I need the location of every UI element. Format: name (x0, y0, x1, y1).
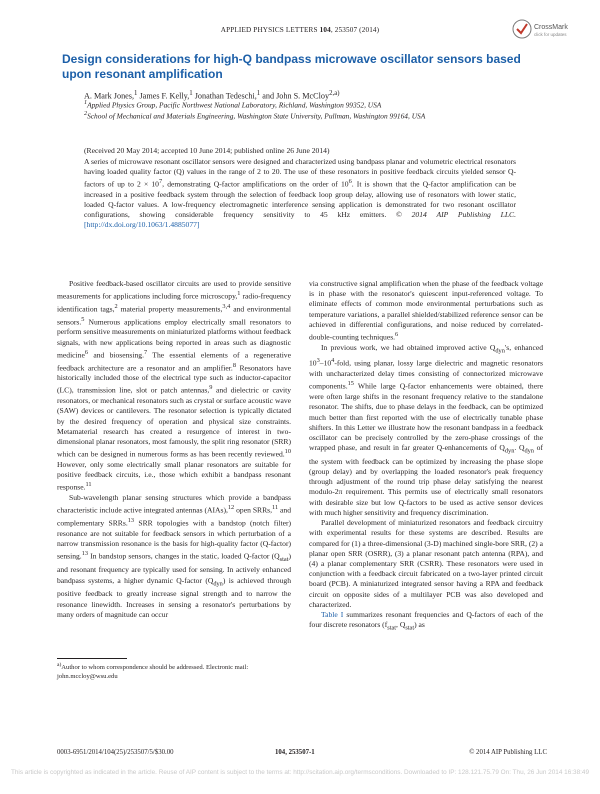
doi-link[interactable]: [http://dx.doi.org/10.1063/1.4885077] (84, 220, 200, 230)
article-title: Design considerations for high-Q bandpass microwave oscillator sensors based upon resonant amplification (62, 52, 521, 81)
download-watermark: This article is copyrighted as indicated in the article. Reuse of AIP content is subject to the terms at: http://scitation.aip.org/termsconditions. Downloaded to IP: 128.121.75.79 On: Thu, 26 Jun 2014 16:38:49 (10, 769, 590, 776)
email-link[interactable]: john.mccloy@wsu.edu (57, 673, 118, 681)
paragraph: via constructive signal amplification when the phase of the feedback voltage is in phase with the resonator's quiescent input-referenced voltage. To eliminate effects of common mode environmental perturbations such as temperature variations, a parallel shielded/stabilized reference sensor can be achieved in differential configurations, and noise reduced by correlated-double-counting techniques.$^6$ (309, 279, 543, 342)
footer-copyright: © 2014 AIP Publishing LLC (469, 749, 547, 756)
paragraph: Table I summarizes resonant frequencies and Q-factors of each of the four discrete resonators ($f_{stat}$, $Q_{stat}$) as (309, 609, 543, 632)
footnote-divider (57, 658, 127, 659)
received-dates: (Received 20 May 2014; accepted 10 June 2014; published online 26 June 2014) (84, 146, 330, 155)
affiliation-1: $^1$Applied Physics Group, Pacific Northwest National Laboratory, Richland, Washington 99352, USA (84, 100, 382, 110)
table-link[interactable]: Table I (321, 609, 344, 619)
paragraph: Sub-wavelength planar sensing structures which provide a bandpass characteristic include active integrated antennas (AIAs),$^{12}$ open SRRs,$^{11}$ and complementary SRRs.$^{13}$ SRR topologies with a bandstop (notch filter) resonance are not suitable for feedback sensors in which perturbation of a narrow transmission resonance is the basis for high-quality factor (Q-factor) sensing.$^{13}$ In bandstop sensors, changes in the static, loaded Q-factor $(Q_{stat})$ and resonant frequency are typically used for sensing. In actively enhanced bandpass systems, a higher dynamic Q-factor $(Q_{dyn})$ is achieved through positive feedback to greatly increase signal strength and to narrow the resonance linewidth. Increases in sensing a resonator's perturbations by many orders of magnitude can occur (57, 493, 292, 619)
paragraph: Positive feedback-based oscillator circuits are used to provide sensitive measurements for applications including force microscopy,$^1$ radio-frequency identification tags,$^2$ material property measurements,$^{3,4}$ and environmental sensors.$^5$ Numerous applications employ electrically small resonators to perform sensitive measurements on miniaturized platforms without feedback signals, with new applications being reported in areas such as diagnostic medicine$^6$ and biosensing.$^7$ The essential elements of a regenerative feedback architecture are a resonator and an amplifier.$^8$ Resonators have historically included those of the electrical type such as inductor-capacitor (LC), transmission line, slot or patch antennas,$^9$ and dielectric or cavity resonators, or mechanical resonators such as crystal or surface acoustic wave (SAW) devices or cantilevers. The resonator selection is typically dictated by the desired frequency of operation and physical size constraints. Metamaterial research has created a resurgence of interest in two-dimensional planar resonators, most famously, the split ring resonator (SRR) which can be designed in numerous forms as has been recently reviewed.$^{10}$ However, only some electrically small planar resonators are suitable for positive feedback circuits, i.e., those which exhibit a bandpass resonant response.$^{11}$ (57, 279, 292, 492)
paragraph: In previous work, we had obtained improved active $Q_{dyn}'s$, enhanced $10^3-10^4$-fold, using planar, lossy large dielectric and magnetic resonators with uncharacterized delay times consisting of connectorized microwave components.$^{15}$ While large Q-factor enhancements were obtained, there were often large shifts in the resonant frequency relative to the standalone resonator. The shifts, due to phase delays in the feedback, can be optimized much better than first reported with the use of electrically tunable phase shifters. In this Letter we illustrate how the resonant bandpass in a feedback oscillator can be precisely controlled by the zero-phase crossings of the wrapped phase, and result in far greater Q-enhancements of $Q_{dyn}$. $Q_{dyn}$ of the system with feedback can be optimized by increasing the phase slope (group delay) and by overlapping the loaded resonator's peak frequency through adjustment of the round trip phase delay satisfying the nearest modulo-2π requirement. This permits use of electrically small resonators with desirable size but low Q-factors to be used as active sensor devices with much higher sensitivity and frequency discrimination. (309, 342, 544, 517)
footer-page: 104, 253507-1 (275, 749, 315, 756)
affiliation-2: $^2$School of Mechanical and Materials Engineering, Washington State University, Pullman, Washington 99164, USA (84, 111, 426, 121)
journal-name: APPLIED PHYSICS LETTERS (220, 26, 318, 34)
crossmark-icon (512, 17, 584, 41)
paragraph: Parallel development of miniaturized resonators and feedback circuitry with experimental results for these systems are described. Results are compared for (1) a three-dimensional (3-D) machined single-bore SRR, (2) a planar open SRR (OSRR), (3) a planar resonant patch antenna (RPA), and (4) a planar complementary SRR (CSRR). These resonators were used in conjunction with a feedback circuit fabricated on a two-layer printed circuit board (PCB). A miniaturized integrated sensor having a RPA and feedback circuit on opposite sides of a multilayer PCB was also developed and characterized. (309, 518, 543, 609)
body-column-left (57, 279, 291, 620)
author-list: A. Mark Jones,$^1$ James F. Kelly,$^1$ Jonathan Tedeschi,$^1$ and John S. McCloy$^{2,a)}$ (84, 90, 340, 101)
footnote: $^{a)}$Author to whom correspondence should be addressed. Electronic mail: john.mccloy@wsu.edu (57, 662, 249, 681)
volume: 104 (319, 26, 331, 34)
crossmark-subtext: click for updates (534, 32, 567, 37)
running-header: APPLIED PHYSICS LETTERS 104, 253507 (2014) (220, 26, 380, 34)
crossmark-text: CrossMark (534, 24, 568, 31)
abstract: A series of microwave resonant oscillator sensors were designed and characterized using bandpass planar and volumetric electrical resonators having loaded quality factor (Q) values in the range of 2 to 20. The use of these resonators in positive feedback circuits yielded sensor Q-factors of up to $2 \times 10^7$, demonstrating Q-factor amplifications on the order of $10^6$. It is shown that the Q-factor amplification can be increased in a positive feedback system through the selection of feedback loop group delay, allowing use of resonators with lower static, loaded Q-factor values. A low-frequency electromagnetic interference sensing application is demonstrated for two resonant oscillator configurations, showing considerable frequency sensitivity to 45 kHz emitters. © 2014 AIP Publishing LLC. [http://dx.doi.org/10.1063/1.4885077] (84, 157, 516, 230)
copyright: © 2014 AIP Publishing LLC. (396, 210, 516, 219)
crossmark-logo[interactable] (512, 17, 584, 41)
footer-issn: 0003-6951/2014/104(25)/253507/5/$30.00 (57, 749, 174, 756)
body-column-right (309, 279, 543, 634)
article-id: 253507 (2014) (334, 26, 380, 34)
affiliations (84, 99, 504, 121)
